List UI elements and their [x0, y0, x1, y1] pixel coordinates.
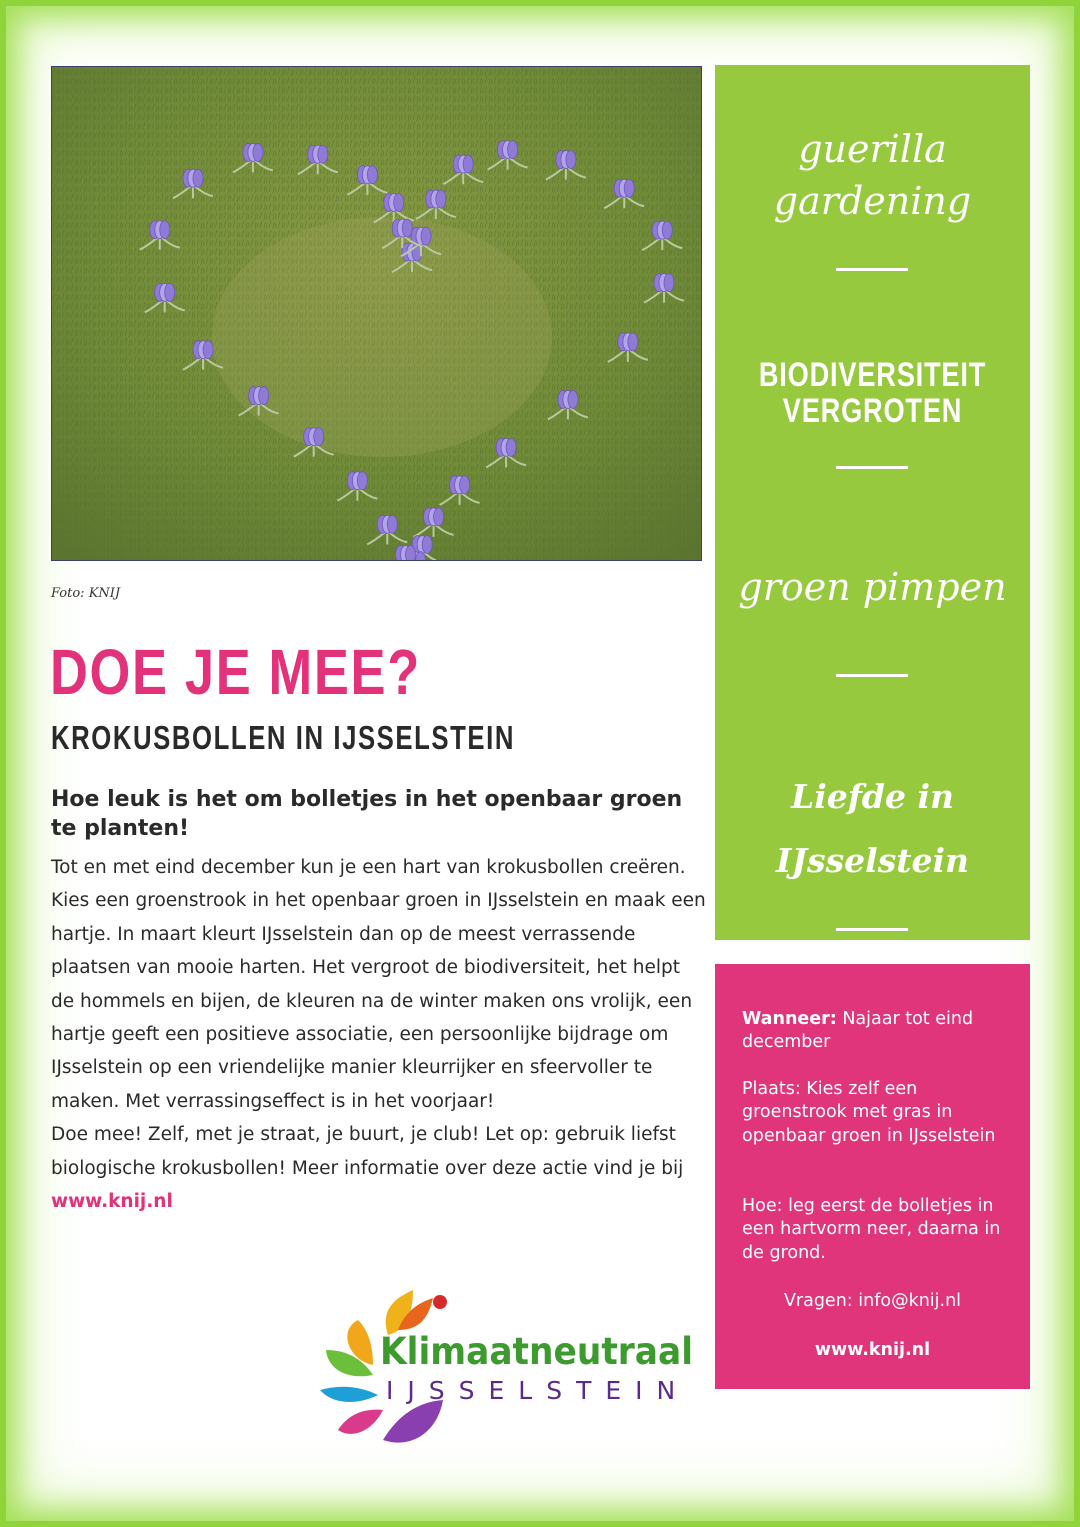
info-where: Plaats: Kies zelf een groenstrook met gras in openbaar groen in IJsselstein: [742, 1079, 996, 1146]
tag-liefde-line-2: IJsselstein: [775, 841, 970, 880]
website-link[interactable]: www.knij.nl: [51, 1191, 173, 1213]
logo-wordmark: Klimaatneutraal: [380, 1330, 693, 1373]
info-how: Hoe: leg eerst de bolletjes in een hartvorm neer, daarna in de grond.: [742, 1196, 1001, 1263]
logo-subtitle: IJSSELSTEIN: [386, 1376, 690, 1405]
tags-sidebar: [715, 65, 1030, 940]
divider: [836, 466, 908, 469]
photo-image: [52, 67, 702, 561]
lead-paragraph: Hoe leuk is het om bolletjes in het openbaar groen te planten!: [51, 787, 683, 841]
subheadline: KROKUSBOLLEN IN IJSSELSTEIN: [51, 719, 516, 756]
crocus-heart-photo: [51, 66, 702, 561]
divider: [836, 268, 908, 271]
tag-biodiversiteit-line-2: VERGROTEN: [782, 392, 963, 430]
photo-caption: Foto: KNIJ: [51, 586, 121, 601]
info-box: [715, 964, 1030, 1389]
info-when-value: Najaar tot eind december: [742, 1009, 974, 1053]
info-when-label: Wanneer:: [742, 1009, 837, 1029]
info-website[interactable]: www.knij.nl: [814, 1340, 931, 1360]
info-when: [742, 1008, 1004, 1055]
divider: [836, 674, 908, 677]
headline: DOE JE MEE?: [50, 636, 421, 708]
klimaatneutraal-logo: [318, 1290, 718, 1450]
tag-liefde: [715, 765, 1030, 893]
tag-biodiversiteit: [715, 357, 1030, 429]
body-paragraph-1: Tot en met eind december kun je een hart van krokusbollen creëren. Kies een groenstrook in het openbaar groen in IJsselstein en maak een hartje. In maart kleurt IJsselstein dan op de meest verrassende plaatsen van mooie harten. Het vergroot de biodiversiteit, het helpt de hommels en bijen, de kleuren na de winter maken ons vrolijk, een hartje geeft een positieve associatie, een persoonlijke bijdrage om IJsselstein op een vriendelijke manier kleurrijker en sfeervoller te maken. Met verrassingseffect is in het voorjaar!: [51, 857, 706, 1112]
tag-groen-pimpen: groen pimpen: [738, 565, 1007, 609]
tag-guerilla-gardening: [715, 123, 1030, 227]
tag-guerilla-gardening-text: guerilla gardening: [773, 127, 972, 223]
body-paragraph-2: Doe mee! Zelf, met je straat, je buurt, je club! Let op: gebruik liefst biologische krokusbollen! Meer informatie over deze actie vind je bij: [51, 1124, 684, 1179]
divider: [836, 928, 908, 931]
body-text: [51, 851, 706, 1218]
info-questions[interactable]: Vragen: info@knij.nl: [783, 1291, 962, 1311]
tag-biodiversiteit-line-1: BIODIVERSITEIT: [758, 356, 987, 394]
tag-liefde-line-1: Liefde in: [790, 777, 955, 816]
